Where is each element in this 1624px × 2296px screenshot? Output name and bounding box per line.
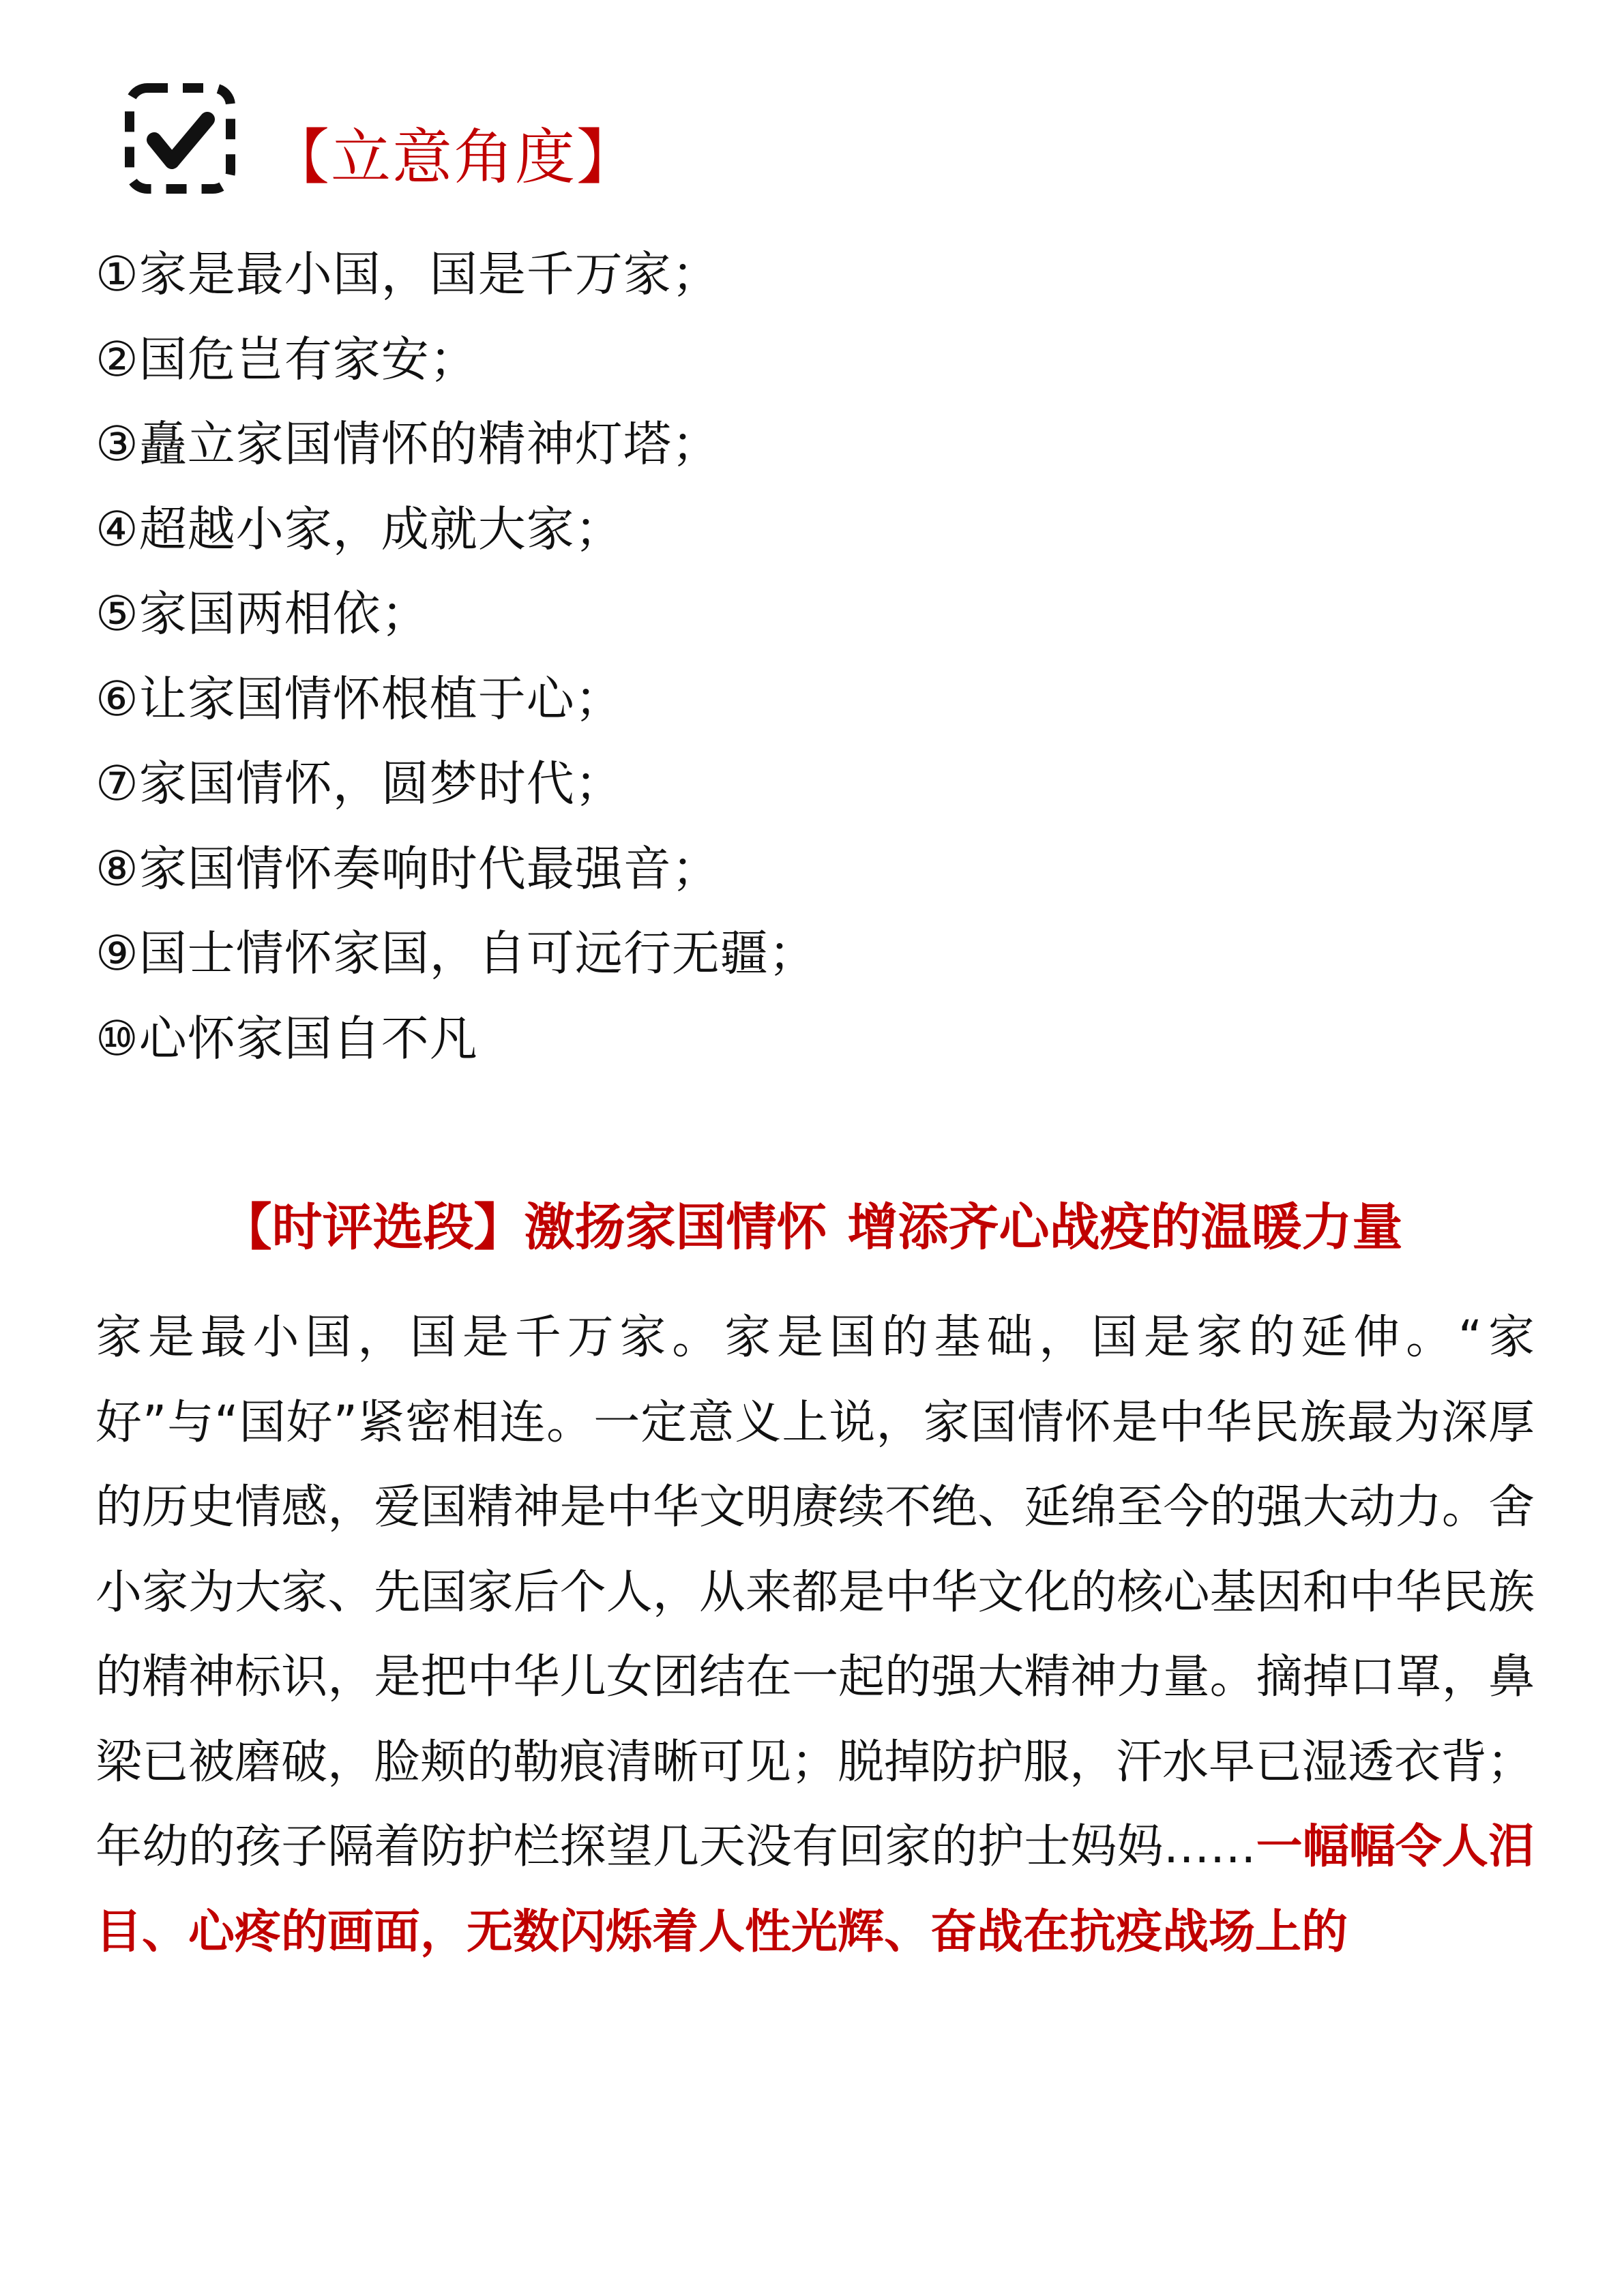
angle-section-title: 【立意角度】 — [269, 122, 638, 192]
angle-item — [95, 911, 817, 996]
item-text: 家国两相依； — [138, 586, 430, 642]
angle-item — [95, 996, 817, 1082]
item-number: ⑦ — [95, 756, 139, 811]
item-text: 家是最小国，国是千万家； — [138, 246, 720, 302]
item-text: 心怀家国自不凡 — [138, 1010, 478, 1067]
item-text: 家国情怀奏响时代最强音； — [138, 840, 720, 897]
item-text: 矗立家国情怀的精神灯塔； — [138, 416, 720, 472]
paragraph-2-text: 年幼的孩子隔着防护栏探望几天没有回家的护士妈妈…… — [95, 1820, 1256, 1874]
angle-item — [95, 317, 817, 402]
excerpt-paragraph-2 — [95, 1805, 1535, 1975]
angle-item — [95, 741, 817, 826]
item-text: 让家国情怀根植于心； — [138, 670, 623, 727]
item-number: ① — [95, 246, 139, 302]
item-number: ⑩ — [95, 1010, 139, 1067]
item-number: ④ — [95, 501, 139, 557]
item-number: ⑨ — [95, 925, 139, 981]
excerpt-title-part2: 增添齐心战疫的温暖力量 — [847, 1198, 1403, 1257]
excerpt-label: 【时评选段】 — [221, 1198, 525, 1257]
item-number: ⑧ — [95, 840, 139, 897]
angle-item — [95, 826, 817, 912]
item-text: 家国情怀，圆梦时代； — [138, 756, 623, 811]
dashed-checkbox-check-icon — [123, 81, 237, 196]
section-header — [123, 80, 237, 196]
item-text: 超越小家，成就大家； — [138, 501, 623, 557]
item-number: ② — [95, 331, 139, 387]
angle-list — [95, 232, 817, 1081]
angle-item — [95, 232, 817, 317]
item-number: ⑥ — [95, 670, 139, 727]
angle-item — [95, 402, 817, 487]
excerpt-title-part1: 激扬家国情怀 — [524, 1198, 827, 1257]
item-text: 国危岂有家安； — [138, 331, 478, 387]
excerpt-heading — [0, 1190, 1624, 1265]
angle-item — [95, 657, 817, 742]
angle-item — [95, 487, 817, 572]
item-number: ③ — [95, 416, 139, 472]
angle-item — [95, 571, 817, 657]
excerpt-body — [95, 1296, 1535, 1975]
item-number: ⑤ — [95, 586, 139, 642]
paragraph-2-highlight: 一幅幅令人泪目、心疼的画面，无数闪烁着人性光辉、奋战在抗疫战场上的 — [95, 1820, 1535, 1959]
excerpt-paragraph-1: 家是最小国，国是千万家。家是国的基础，国是家的延伸。“家好”与“国好”紧密相连。一定意义上说，家国情怀是中华民族最为深厚的历史情感，爱国精神是中华文明赓续不绝、延绵至今的强大动力。舍小家为大家、先国家后个人，从来都是中华文化的核心基因和中华民族的精神标识，是把中华儿女团结在一起的强大精神力量。摘掉口罩，鼻梁已被磨破，脸颊的勒痕清晰可见；脱掉防护服，汗水早已湿透衣背； — [95, 1311, 1535, 1789]
item-text: 国士情怀家国，自可远行无疆； — [138, 925, 817, 981]
